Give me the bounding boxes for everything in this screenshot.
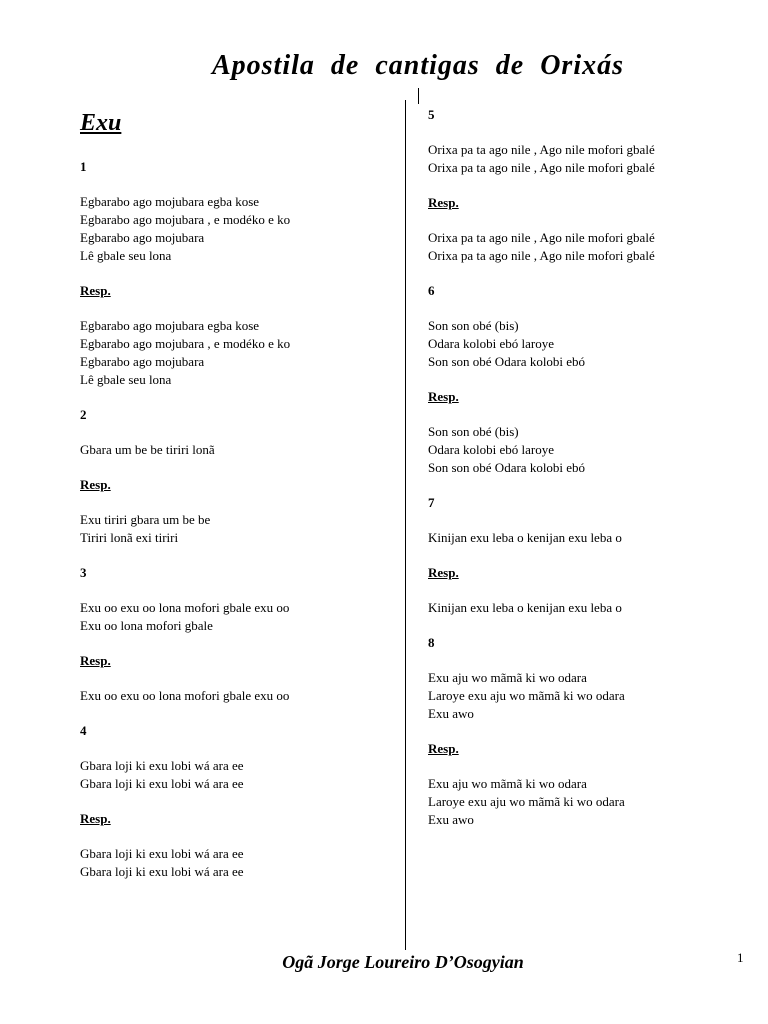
response-line: Gbara loji ki exu lobi wá ara ee: [80, 864, 244, 879]
verse-line: Egbarabo ago mojubara: [80, 230, 205, 245]
title-tick-mark: [418, 88, 419, 104]
spacer: [428, 758, 748, 775]
author-footer: Ogã Jorge Loureiro D’Osogyian: [282, 952, 524, 972]
spacer: [80, 389, 400, 406]
spacer: [80, 793, 400, 810]
song-number: 5: [428, 107, 435, 122]
verse-line: Kinijan exu leba o kenijan exu leba o: [428, 530, 622, 545]
verse-line: Exu oo exu oo lona mofori gbale exu oo: [80, 600, 290, 615]
song-response: [428, 775, 748, 829]
response-line: Orixa pa ta ago nile , Ago nile mofori gbalé: [428, 230, 655, 245]
response-line: Kinijan exu leba o kenijan exu leba o: [428, 600, 622, 615]
verse-line: Lê gbale seu lona: [80, 248, 172, 263]
song-verse: [80, 441, 400, 459]
verse-line: Orixa pa ta ago nile , Ago nile mofori gbalé: [428, 142, 655, 157]
song-block: [428, 634, 748, 846]
response-line: Egbarabo ago mojubara egba kose: [80, 318, 260, 333]
song-verse: [80, 193, 400, 265]
song-response: [80, 317, 400, 389]
song-number: 2: [80, 407, 87, 422]
spacer: [80, 300, 400, 317]
right-column: [428, 106, 748, 846]
response-label: Resp.: [428, 565, 459, 580]
response-line: Exu tiriri gbara um be be: [80, 512, 211, 527]
spacer: [80, 547, 400, 564]
spacer: [80, 582, 400, 599]
verse-line: Son son obé Odara kolobi ebó: [428, 354, 586, 369]
spacer: [428, 512, 748, 529]
song-verse: [428, 669, 748, 723]
spacer: [428, 829, 748, 846]
left-song-list: [80, 158, 400, 898]
response-label: Resp.: [80, 811, 111, 826]
response-line: Egbarabo ago mojubara: [80, 354, 205, 369]
response-label: Resp.: [428, 741, 459, 756]
spacer: [428, 406, 748, 423]
spacer: [80, 828, 400, 845]
response-label: Resp.: [80, 477, 111, 492]
response-label: Resp.: [80, 653, 111, 668]
spacer: [428, 300, 748, 317]
song-block: [80, 564, 400, 722]
spacer: [428, 723, 748, 740]
spacer: [428, 371, 748, 388]
spacer: [428, 212, 748, 229]
left-column: [80, 106, 400, 898]
song-response: [80, 687, 400, 705]
response-label: Resp.: [428, 389, 459, 404]
song-block: [428, 282, 748, 494]
response-line: Gbara loji ki exu lobi wá ara ee: [80, 846, 244, 861]
spacer: [428, 177, 748, 194]
spacer: [80, 265, 400, 282]
response-label: Resp.: [428, 195, 459, 210]
response-line: Orixa pa ta ago nile , Ago nile mofori gbalé: [428, 248, 655, 263]
song-number: 4: [80, 723, 87, 738]
song-block: [428, 494, 748, 634]
spacer: [80, 740, 400, 757]
verse-line: Son son obé (bis): [428, 318, 519, 333]
spacer: [428, 547, 748, 564]
response-line: Exu aju wo mãmã ki wo odara: [428, 776, 587, 791]
spacer: [80, 670, 400, 687]
spacer: [80, 881, 400, 898]
song-block: [80, 722, 400, 898]
verse-line: Exu oo lona mofori gbale: [80, 618, 213, 633]
spacer: [80, 705, 400, 722]
song-block: [80, 406, 400, 564]
spacer: [80, 494, 400, 511]
verse-line: Egbarabo ago mojubara egba kose: [80, 194, 260, 209]
response-line: Son son obé (bis): [428, 424, 519, 439]
verse-line: Orixa pa ta ago nile , Ago nile mofori gbalé: [428, 160, 655, 175]
song-number: 8: [428, 635, 435, 650]
spacer: [428, 477, 748, 494]
verse-line: Egbarabo ago mojubara , e modéko e ko: [80, 212, 291, 227]
spacer: [428, 582, 748, 599]
verse-line: Exu aju wo mãmã ki wo odara: [428, 670, 587, 685]
response-line: Son son obé Odara kolobi ebó: [428, 460, 586, 475]
song-block: [428, 106, 748, 282]
response-line: Egbarabo ago mojubara , e modéko e ko: [80, 336, 291, 351]
page-number: 1: [737, 950, 744, 965]
response-label: Resp.: [80, 283, 111, 298]
spacer: [80, 635, 400, 652]
spacer: [80, 176, 400, 193]
spacer: [428, 652, 748, 669]
response-line: Odara kolobi ebó laroye: [428, 442, 554, 457]
song-number: 7: [428, 495, 435, 510]
song-number: 6: [428, 283, 435, 298]
spacer: [80, 459, 400, 476]
song-response: [428, 229, 748, 265]
song-verse: [80, 757, 400, 793]
verse-line: Gbara um be be tiriri lonã: [80, 442, 215, 457]
song-response: [428, 599, 748, 617]
song-verse: [428, 317, 748, 371]
verse-line: Odara kolobi ebó laroye: [428, 336, 554, 351]
song-verse: [80, 599, 400, 635]
song-number: 3: [80, 565, 87, 580]
verse-line: Gbara loji ki exu lobi wá ara ee: [80, 776, 244, 791]
spacer: [428, 265, 748, 282]
song-response: [428, 423, 748, 477]
verse-line: Laroye exu aju wo mãmã ki wo odara: [428, 688, 625, 703]
response-line: Tiriri lonã exi tiriri: [80, 530, 179, 545]
response-line: Lê gbale seu lona: [80, 372, 172, 387]
song-verse: [428, 529, 748, 547]
response-line: Exu oo exu oo lona mofori gbale exu oo: [80, 688, 290, 703]
response-line: Laroye exu aju wo mãmã ki wo odara: [428, 794, 625, 809]
spacer: [80, 424, 400, 441]
song-verse: [428, 141, 748, 177]
verse-line: Exu awo: [428, 706, 474, 721]
spacer: [428, 617, 748, 634]
song-block: [80, 158, 400, 406]
section-heading: Exu: [80, 110, 122, 136]
verse-line: Gbara loji ki exu lobi wá ara ee: [80, 758, 244, 773]
song-number: 1: [80, 159, 87, 174]
song-response: [80, 511, 400, 547]
right-song-list: [428, 106, 748, 846]
song-response: [80, 845, 400, 881]
response-line: Exu awo: [428, 812, 474, 827]
spacer: [428, 124, 748, 141]
document-title: Apostila de cantigas de Orixás: [211, 50, 624, 81]
column-divider: [405, 100, 406, 950]
